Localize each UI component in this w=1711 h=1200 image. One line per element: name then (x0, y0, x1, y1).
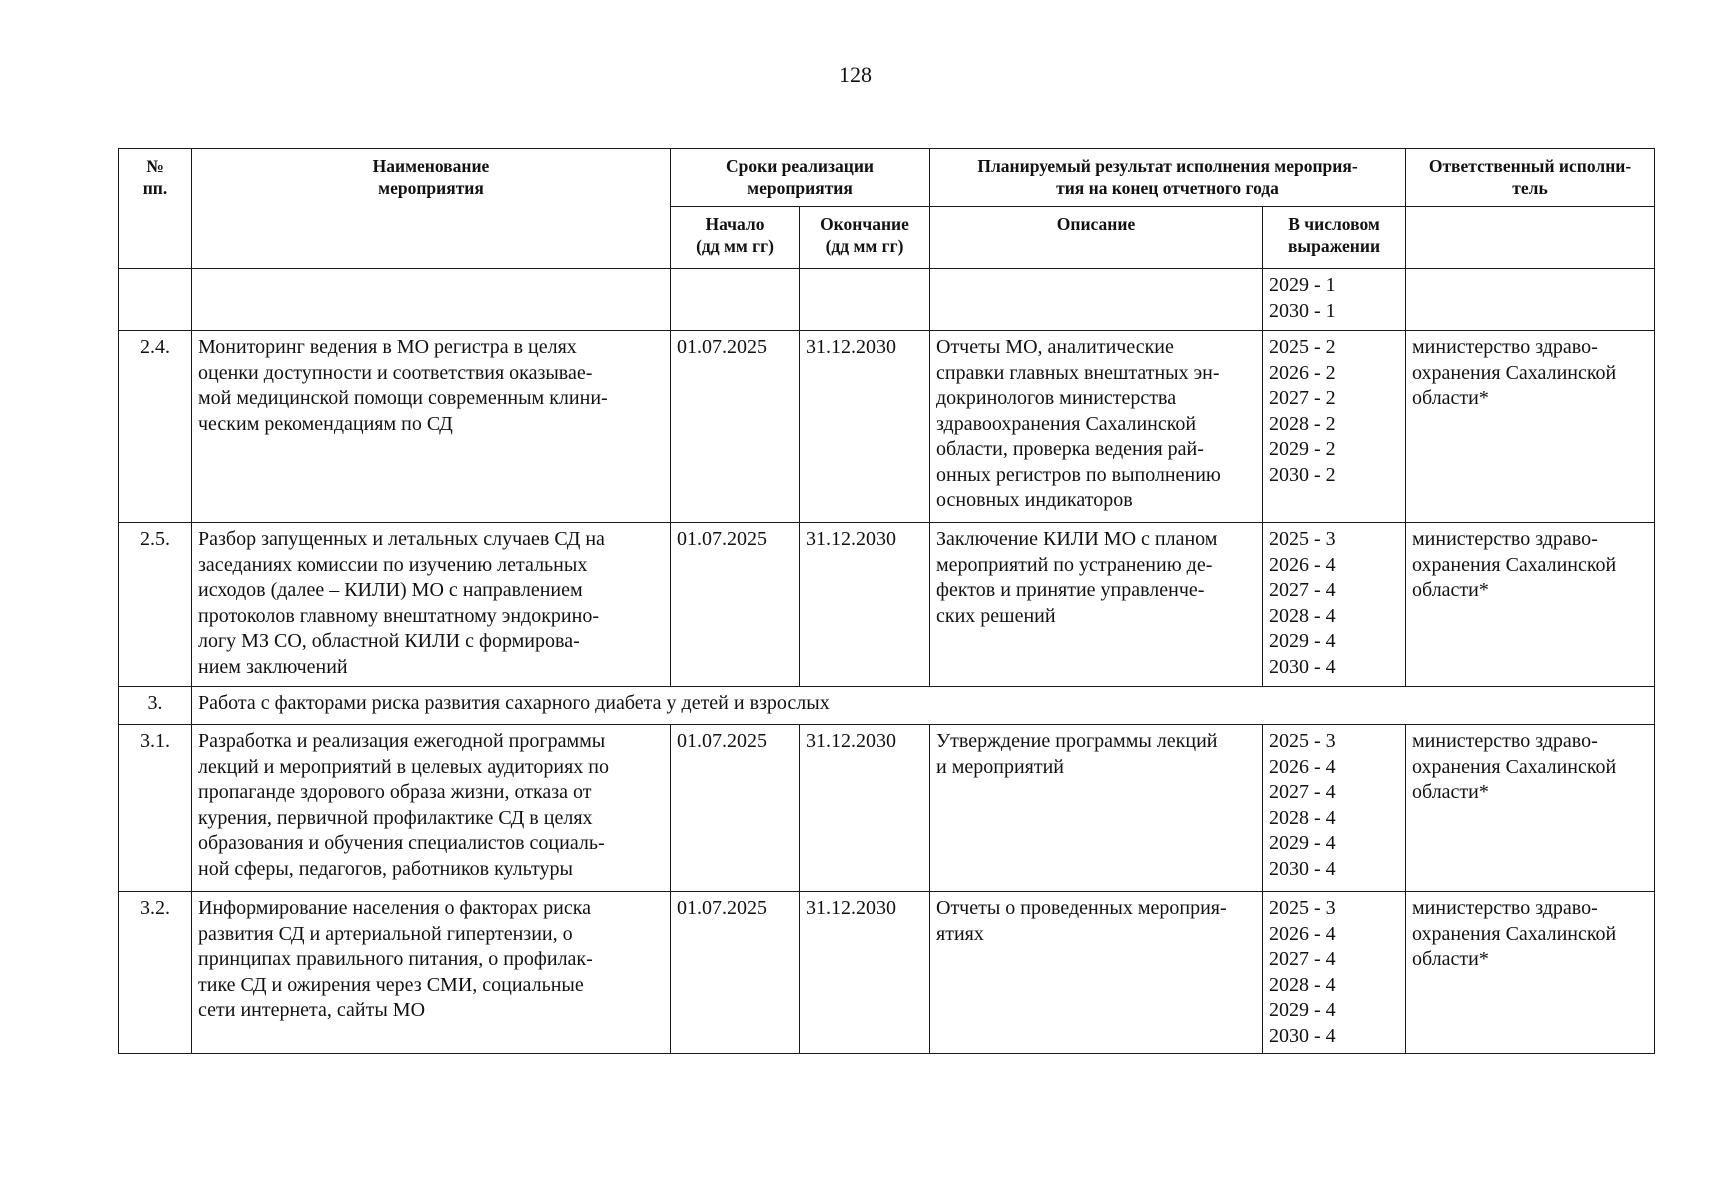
desc-line: онных регистров по выполнению (936, 463, 1221, 486)
value-line: 2028 - 4 (1269, 806, 1336, 829)
desc-line: области, проверка ведения рай- (936, 438, 1204, 460)
header-num (119, 149, 192, 269)
name-line: заседаниях комиссии по изучению летальных (198, 553, 588, 576)
continuation-row (119, 269, 1655, 331)
desc-line: фектов и принятие управленче- (936, 579, 1205, 601)
header-line: Описание (1056, 214, 1136, 234)
header-line: (дд мм гг) (825, 236, 904, 256)
cell-resp (1406, 331, 1655, 523)
value-line: 2026 - 4 (1269, 553, 1336, 576)
cell-value (1263, 892, 1406, 1054)
header-description (930, 207, 1263, 269)
value-line: 2030 - 2 (1269, 463, 1336, 486)
cell-num (119, 269, 192, 331)
cell-num: 2.4. (119, 331, 192, 523)
value-line: 2025 - 3 (1269, 897, 1336, 919)
resp-line: министерство здраво- (1412, 897, 1598, 919)
cell-value (1263, 331, 1406, 523)
value-line: 2025 - 2 (1269, 336, 1336, 358)
cell-description (930, 269, 1263, 331)
resp-line: области* (1412, 579, 1489, 601)
cell-start: 01.07.2025 (671, 892, 800, 1054)
cell-resp (1406, 725, 1655, 892)
desc-line: Отчеты МО, аналитические (936, 336, 1174, 358)
header-name (192, 149, 671, 269)
value-line: 2029 - 4 (1269, 832, 1336, 854)
name-line: оценки доступности и соответствия оказывае- (198, 361, 593, 384)
header-responsible-empty (1406, 207, 1655, 269)
desc-line: Отчеты о проведенных мероприя- (936, 897, 1227, 919)
name-line: нием заключений (198, 655, 348, 678)
value-line: 2029 - 1 (1269, 274, 1336, 296)
header-line: пп. (142, 178, 168, 198)
resp-line: министерство здраво- (1412, 336, 1598, 358)
desc-line: и мероприятий (936, 755, 1064, 778)
name-line: курения, первичной профилактике СД в целях (198, 806, 593, 829)
cell-desc (930, 892, 1263, 1054)
value-line: 2025 - 3 (1269, 730, 1336, 752)
value-line: 2030 - 4 (1269, 857, 1336, 880)
cell-desc (930, 331, 1263, 523)
table-row (119, 523, 1655, 687)
table-row (119, 331, 1655, 523)
page-number: 128 (839, 62, 872, 87)
header-line: Планируемый результат исполнения мероприя- (977, 156, 1358, 176)
name-line: логу МЗ СО, областной КИЛИ с формирова- (198, 630, 580, 652)
resp-line: охранения Сахалинской (1412, 755, 1617, 778)
value-line: 2030 - 1 (1269, 299, 1336, 322)
header-end (800, 207, 930, 269)
resp-line: области* (1412, 387, 1489, 409)
value-line: 2029 - 4 (1269, 999, 1336, 1021)
value-line: 2029 - 2 (1269, 438, 1336, 460)
name-line: тике СД и ожирения через СМИ, социальные (198, 973, 584, 996)
section-row (119, 687, 1655, 725)
table-row (119, 725, 1655, 892)
cell-num: 3.1. (119, 725, 192, 892)
cell-start: 01.07.2025 (671, 331, 800, 523)
value-line: 2030 - 4 (1269, 655, 1336, 678)
cell-responsible (1406, 269, 1655, 331)
header-responsible (1406, 149, 1655, 207)
resp-line: охранения Сахалинской (1412, 361, 1617, 384)
header-numeric (1263, 207, 1406, 269)
desc-line: ских решений (936, 604, 1056, 627)
name-line: Разработка и реализация ежегодной программы (198, 730, 606, 752)
cell-start: 01.07.2025 (671, 523, 800, 687)
cell-name (192, 269, 671, 331)
name-line: протоколов главному внештатному эндокрино- (198, 604, 599, 627)
header-line: Ответственный исполни- (1428, 156, 1632, 176)
value-line: 2028 - 4 (1269, 604, 1336, 627)
value-line: 2027 - 4 (1269, 579, 1336, 601)
value-line: 2027 - 2 (1269, 387, 1336, 409)
desc-line: Заключение КИЛИ МО с планом (936, 528, 1218, 550)
name-line: Информирование населения о факторах риска (198, 897, 592, 919)
value-line: 2029 - 4 (1269, 630, 1336, 652)
value-line: 2026 - 4 (1269, 922, 1336, 945)
name-line: лекций и мероприятий в целевых аудиториях по (198, 755, 609, 778)
name-line: Разбор запущенных и летальных случаев СД на (198, 528, 605, 550)
name-line: развития СД и артериальной гипертензии, о (198, 922, 573, 945)
header-line: мероприятия (747, 178, 853, 198)
cell-name (192, 331, 671, 523)
cell-value (1263, 725, 1406, 892)
desc-line: Утверждение программы лекций (936, 730, 1218, 752)
table-row (119, 892, 1655, 1054)
name-line: исходов (далее – КИЛИ) МО с направлением (198, 579, 583, 601)
name-line: мой медицинской помощи современным клини- (198, 387, 608, 409)
header-line: тия на конец отчетного года (1056, 178, 1279, 198)
cell-values (1263, 269, 1406, 331)
cell-section-title: Работа с факторами риска развития сахарного диабета у детей и взрослых (192, 687, 1655, 725)
header-result (930, 149, 1406, 207)
value-line: 2030 - 4 (1269, 1024, 1336, 1047)
header-line: тель (1512, 178, 1548, 198)
desc-line: основных индикаторов (936, 489, 1133, 511)
cell-end: 31.12.2030 (800, 725, 930, 892)
name-line: образования и обучения специалистов социаль- (198, 832, 605, 854)
resp-line: области* (1412, 781, 1489, 803)
name-line: Мониторинг ведения в МО регистра в целях (198, 336, 577, 358)
header-line: Сроки реализации (726, 156, 874, 176)
cell-end: 31.12.2030 (800, 523, 930, 687)
cell-end (800, 269, 930, 331)
name-line: пропаганде здорового образа жизни, отказа от (198, 781, 592, 803)
value-line: 2027 - 4 (1269, 948, 1336, 970)
header-line: В числовом (1288, 214, 1380, 234)
cell-num: 2.5. (119, 523, 192, 687)
cell-desc (930, 523, 1263, 687)
header-line: выражении (1287, 236, 1381, 256)
name-line: ческим рекомендациям по СД (198, 412, 453, 435)
cell-end: 31.12.2030 (800, 892, 930, 1054)
cell-resp (1406, 892, 1655, 1054)
cell-start (671, 269, 800, 331)
desc-line: справки главных внештатных эн- (936, 361, 1220, 384)
cell-desc (930, 725, 1263, 892)
desc-line: мероприятий по устранению де- (936, 553, 1213, 576)
cell-num: 3.2. (119, 892, 192, 1054)
header-line: Окончание (820, 214, 909, 234)
cell-name (192, 523, 671, 687)
cell-name (192, 725, 671, 892)
value-line: 2027 - 4 (1269, 781, 1336, 803)
cell-section-num: 3. (119, 687, 192, 725)
desc-line: ятиях (936, 922, 984, 945)
name-line: ной сферы, педагогов, работников культуры (198, 857, 573, 880)
name-line: принципах правильного питания, о профилак- (198, 948, 593, 970)
cell-start: 01.07.2025 (671, 725, 800, 892)
action-plan-table (118, 148, 1655, 1054)
header-line: (дд мм гг) (696, 236, 774, 256)
cell-resp (1406, 523, 1655, 687)
resp-line: области* (1412, 948, 1489, 970)
resp-line: охранения Сахалинской (1412, 553, 1617, 576)
header-line: Начало (705, 214, 765, 234)
header-line: мероприятия (378, 178, 484, 198)
value-line: 2028 - 2 (1269, 412, 1336, 435)
desc-line: докринологов министерства (936, 387, 1177, 409)
header-start (671, 207, 800, 269)
name-line: сети интернета, сайты МО (198, 999, 426, 1021)
value-line: 2026 - 4 (1269, 755, 1336, 778)
value-line: 2026 - 2 (1269, 361, 1336, 384)
cell-value (1263, 523, 1406, 687)
value-line: 2025 - 3 (1269, 528, 1336, 550)
desc-line: здравоохранения Сахалинской (936, 412, 1197, 435)
cell-name (192, 892, 671, 1054)
header-terms (671, 149, 930, 207)
value-line: 2028 - 4 (1269, 973, 1336, 996)
header-line: Наименование (372, 156, 490, 176)
resp-line: министерство здраво- (1412, 528, 1598, 550)
cell-end: 31.12.2030 (800, 331, 930, 523)
resp-line: министерство здраво- (1412, 730, 1598, 752)
resp-line: охранения Сахалинской (1412, 922, 1617, 945)
header-line: № (146, 156, 164, 176)
